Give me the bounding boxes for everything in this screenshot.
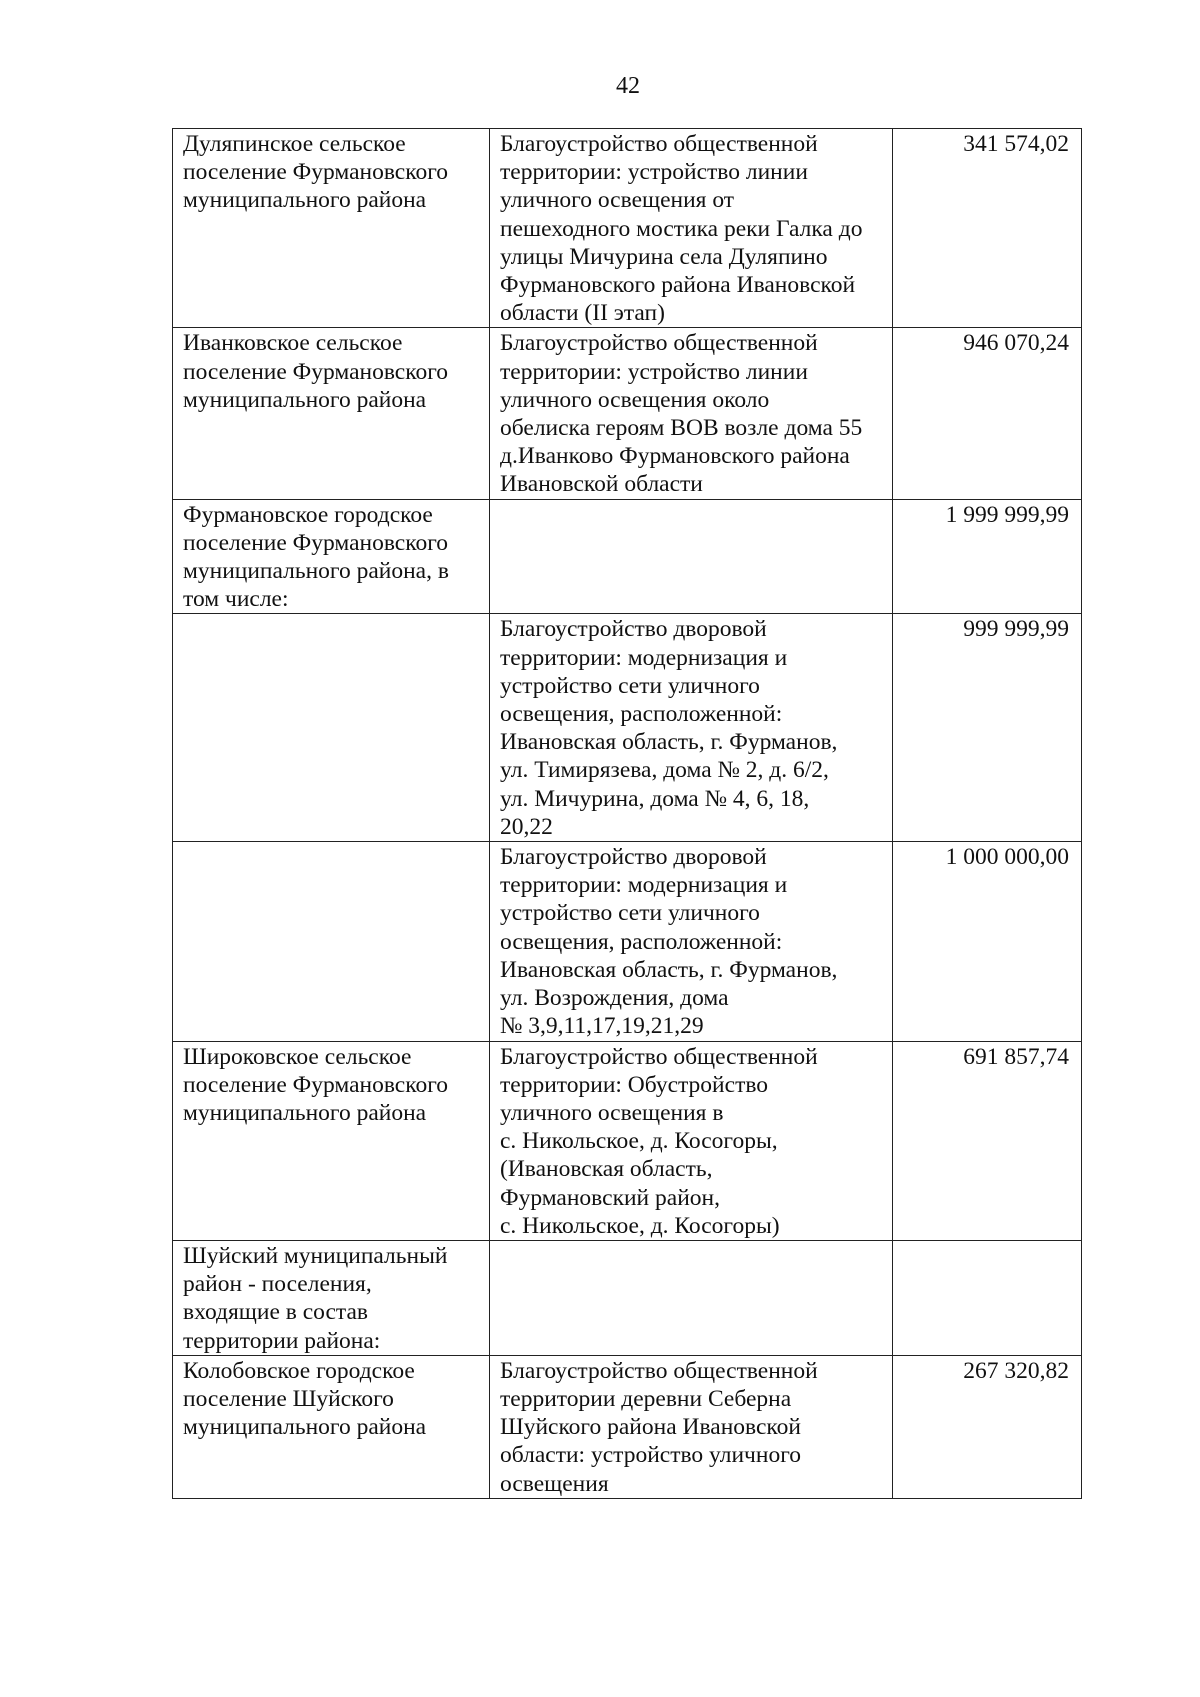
table-row xyxy=(173,1355,1082,1498)
table-row xyxy=(173,129,1082,328)
project-cell xyxy=(490,1240,893,1355)
project-cell xyxy=(490,129,893,328)
table-row xyxy=(173,328,1082,499)
recipient-text: Широковское сельское поселение Фурмановского муниципального района xyxy=(183,1043,449,1126)
recipient-cell xyxy=(173,129,490,328)
table-row xyxy=(173,1041,1082,1240)
recipient-text: Колобовское городское поселение Шуйского муниципального района xyxy=(183,1357,427,1441)
recipient-cell xyxy=(173,328,490,499)
amount-cell xyxy=(893,1355,1082,1498)
recipient-cell xyxy=(173,842,490,1041)
recipient-cell xyxy=(173,614,490,842)
amount-text: 946 070,24 xyxy=(963,330,1069,357)
page-number: 42 xyxy=(616,73,640,99)
amount-text: 999 999,99 xyxy=(963,616,1069,643)
project-cell xyxy=(490,499,893,614)
project-cell xyxy=(490,1355,893,1498)
table-row xyxy=(173,842,1082,1041)
table-row xyxy=(173,499,1082,614)
project-text: Благоустройство дворовой территории: модернизация и устройство сети уличного освещения, расположенной: Ивановская область, г. Фурманов, ул. Тимирязева, дома № 2, д. 6/2, ул. Мичурина, дома № 4, 6, 18, 20,22 xyxy=(500,616,838,840)
amount-cell xyxy=(893,614,1082,842)
recipient-text: Шуйский муниципальный район - поселения, входящие в состав территории района: xyxy=(183,1242,448,1354)
amount-cell xyxy=(893,1240,1082,1355)
amount-text: 691 857,74 xyxy=(963,1043,1069,1070)
project-cell xyxy=(490,842,893,1041)
amount-cell xyxy=(893,328,1082,499)
amount-cell xyxy=(893,842,1082,1041)
recipient-text: Фурмановское городское поселение Фурмановского муниципального района, в том числе: xyxy=(183,501,449,613)
amount-cell xyxy=(893,1041,1082,1240)
project-cell xyxy=(490,328,893,499)
project-text: Благоустройство общественной территории: Обустройство уличного освещения в с. Никольское, д. Косогоры, (Ивановская область, Фурмановский район, с. Никольское, д. Косогоры) xyxy=(500,1043,818,1239)
table-row xyxy=(173,614,1082,842)
project-text: Благоустройство общественной территории деревни Себерна Шуйского района Ивановской области: устройство уличного освещения xyxy=(500,1357,818,1497)
recipient-cell xyxy=(173,1355,490,1498)
recipient-cell xyxy=(173,1240,490,1355)
project-text: Благоустройство общественной территории: устройство линии уличного освещения от пешеходного мостика реки Галка до улицы Мичурина села Дуляпино Фурмановского района Ивановской области (II этап) xyxy=(500,131,863,327)
recipient-text: Иванковское сельское поселение Фурмановского муниципального района xyxy=(183,330,449,413)
amount-cell xyxy=(893,499,1082,614)
project-text: Благоустройство дворовой территории: модернизация и устройство сети уличного освещения, расположенной: Ивановская область, г. Фурманов, ул. Возрождения, дома № 3,9,11,17,19,21,29 xyxy=(500,844,838,1040)
recipient-cell xyxy=(173,499,490,614)
amount-cell xyxy=(893,129,1082,328)
amount-text: 341 574,02 xyxy=(963,131,1069,157)
project-cell xyxy=(490,1041,893,1240)
amount-text: 1 999 999,99 xyxy=(945,501,1069,528)
recipient-cell xyxy=(173,1041,490,1240)
amount-text: 267 320,82 xyxy=(963,1357,1069,1384)
table-row xyxy=(173,1240,1082,1355)
amount-text: 1 000 000,00 xyxy=(945,844,1069,871)
project-cell xyxy=(490,614,893,842)
project-text: Благоустройство общественной территории: устройство линии уличного освещения около обелиска героям ВОВ возле дома 55 д.Иванково Фурмановского района Ивановской области xyxy=(500,330,863,498)
funding-table xyxy=(172,128,1082,1499)
recipient-text: Дуляпинское сельское поселение Фурмановского муниципального района xyxy=(183,131,449,214)
